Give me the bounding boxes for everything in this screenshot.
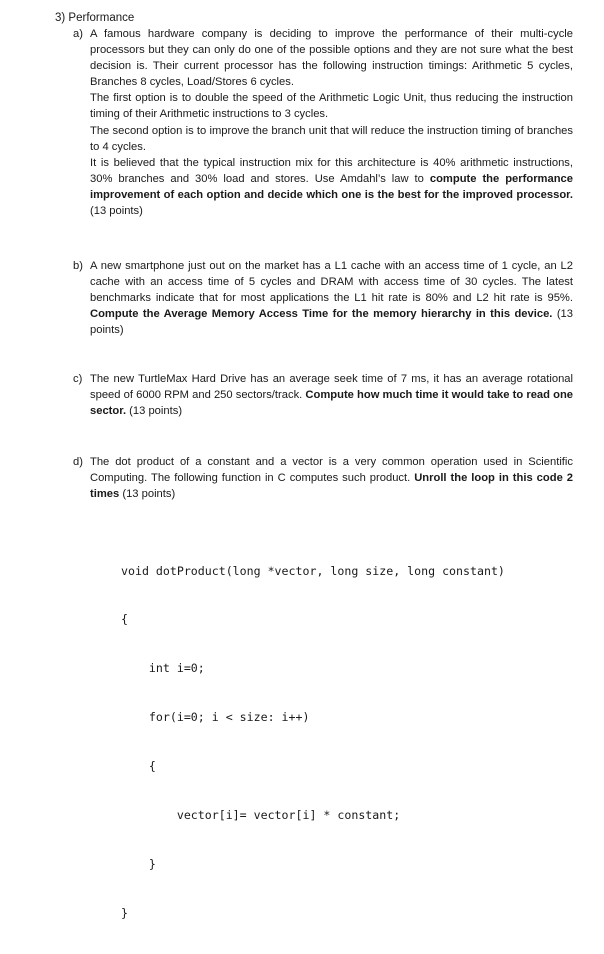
question-c-task: Compute how much time it would take to read one sector.	[90, 389, 574, 418]
question-a-text: It is believed that the typical instruction mix for this architecture is 40% arithmetic instructions, 30% branches and 30% load and stores. Use Amdahl’s law to	[90, 156, 573, 185]
question-b-letter: b)	[73, 260, 83, 272]
question-c-points: (13 points)	[126, 405, 183, 418]
question-b	[73, 258, 573, 338]
question-b-paragraph	[90, 258, 573, 338]
question-d-paragraph	[90, 454, 573, 502]
code-block	[121, 530, 505, 954]
question-a-task: compute the performance improvement of each option and decide which one is the best for the improved processor.	[90, 172, 573, 201]
question-b-task: Compute the Average Memory Access Time for the memory hierarchy in this device.	[90, 308, 553, 321]
code-line: int i=0;	[121, 661, 205, 676]
question-b-points: (13 points)	[90, 308, 573, 337]
question-b-body	[90, 258, 573, 338]
question-d-body	[90, 454, 573, 502]
question-a-paragraph-3: The second option is to improve the branch unit that will reduce the instruction timing of branches to 4 cycles.	[90, 124, 573, 153]
code-line: void dotProduct(long *vector, long size, long constant)	[121, 563, 505, 578]
question-d-points: (13 points)	[119, 488, 176, 501]
question-a-points: (13 points)	[90, 205, 143, 218]
code-line: }	[121, 856, 156, 871]
question-d-letter: d)	[73, 456, 83, 468]
question-a-body	[90, 26, 573, 219]
code-line: for(i=0; i < size: i++)	[121, 710, 310, 725]
question-c-text: The new TurtleMax Hard Drive has an average seek time of 7 ms, it has an average rotational speed of 6000 RPM and 250 sectors/track.	[90, 373, 573, 402]
question-d	[73, 454, 573, 502]
code-line: }	[121, 905, 128, 920]
question-c-body	[90, 371, 573, 419]
question-a-letter: a)	[73, 28, 83, 40]
code-line: {	[121, 612, 128, 627]
question-a-paragraph-2: The first option is to double the speed of the Arithmetic Logic Unit, thus reducing the instruction timing of their Arithmetic instructions to 3 cycles.	[90, 92, 573, 121]
question-a	[73, 26, 573, 219]
question-b-text: A new smartphone just out on the market has a L1 cache with an access time of 1 cycle, an L2 cache with an access time of 5 cycles and DRAM with access time of 30 cycles. The latest benchmarks indicate that for most applications the L1 hit rate is 80% and L2 hit rate is 95%.	[90, 260, 573, 305]
question-d-task: Unroll the loop in this code 2 times	[90, 472, 573, 501]
question-a-paragraph-4	[90, 155, 573, 219]
question-a-paragraph-1: A famous hardware company is deciding to improve the performance of their multi-cycle processors but they can only do one of the possible options and they are not sure what the best decision is. Their current processor has the following instruction timings: Arithmetic 5 cycles, Branches 8 cycles, Load/Stores 6 cycles.	[90, 28, 573, 89]
section-title: 3) Performance	[55, 12, 135, 24]
question-c-letter: c)	[73, 373, 83, 385]
question-c	[73, 371, 573, 419]
question-d-text: The dot product of a constant and a vector is a very common operation used in Scientific Computing. The following function in C computes such product.	[90, 456, 573, 485]
code-line: vector[i]= vector[i] * constant;	[121, 808, 401, 823]
question-c-paragraph	[90, 371, 573, 419]
code-line: {	[121, 759, 156, 774]
